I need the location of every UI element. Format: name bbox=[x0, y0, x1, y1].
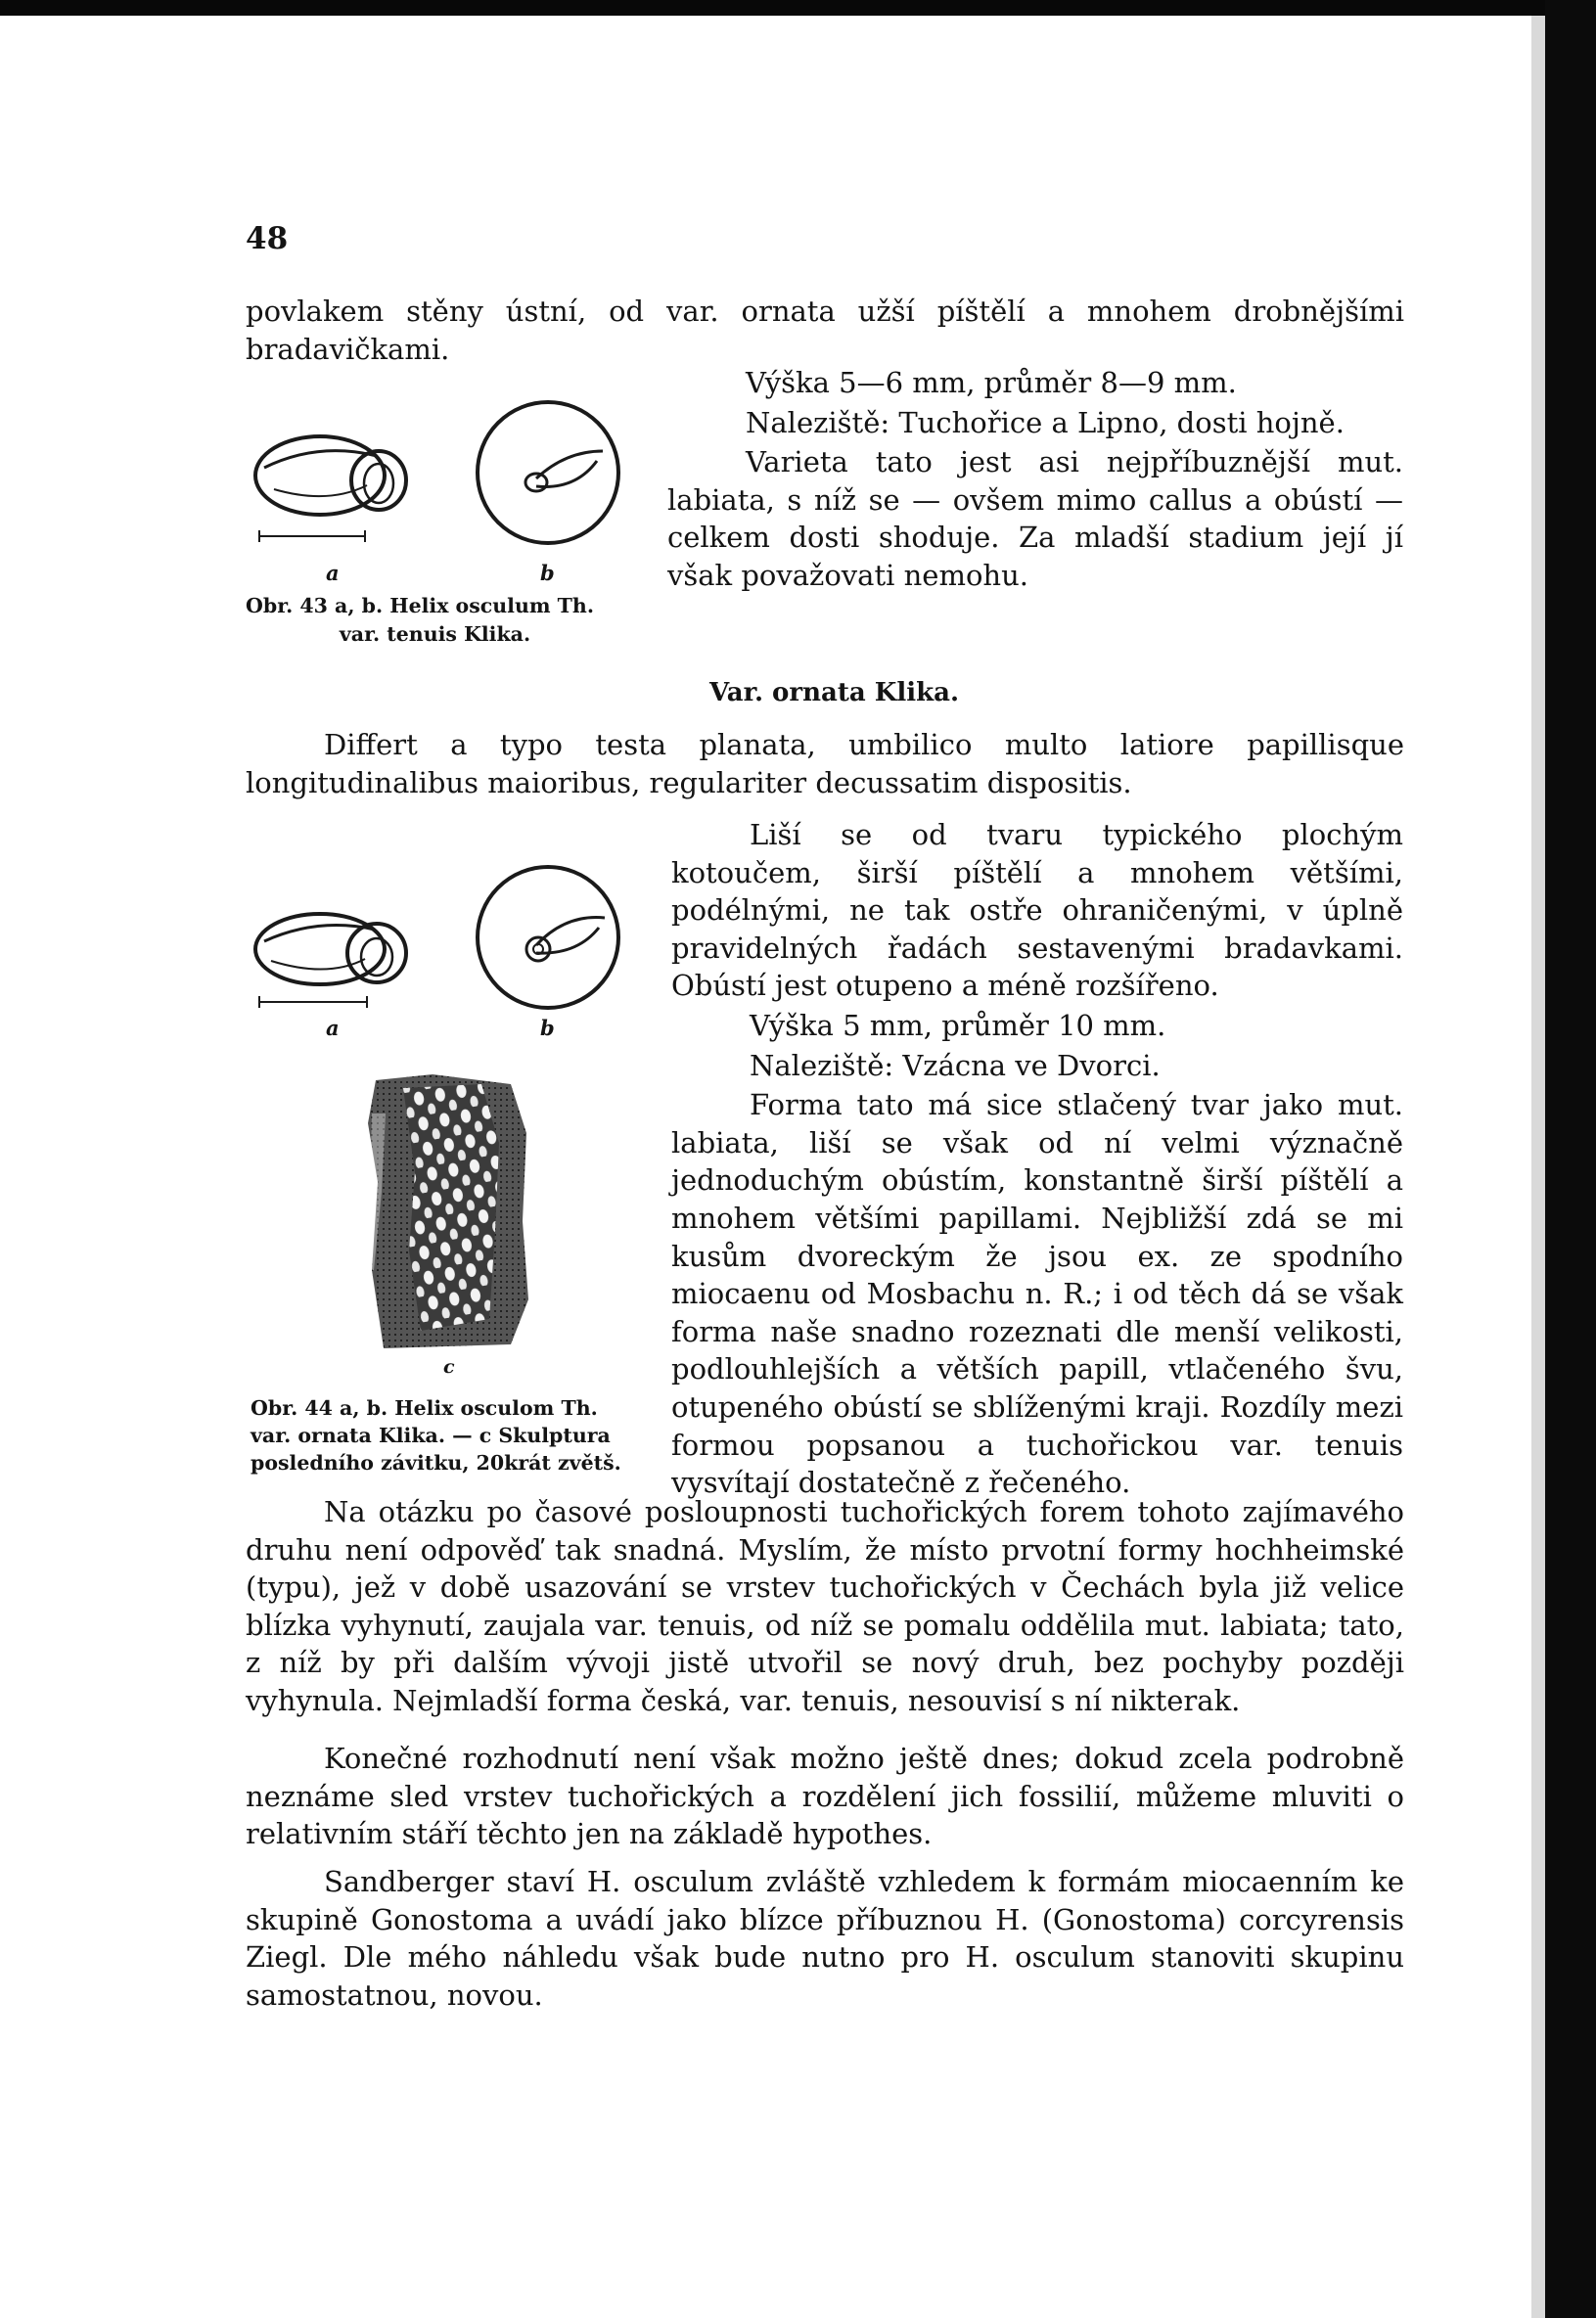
fig43-label-a: a bbox=[326, 561, 340, 585]
page-number: 48 bbox=[246, 221, 289, 256]
right-column-2 bbox=[671, 816, 1403, 1502]
scan-border-top bbox=[0, 0, 1596, 16]
scan-border-right bbox=[1545, 0, 1596, 2318]
paragraph-time-sequence: Na otázku po časové posloupnosti tuchořických forem tohoto zajímavého druhu není odpověď tak snadná. Myslím, že místo prvotní formy hochheimské (typu), jež v době usazování se vrstev tuchořických v Čechách byla již velice blízka vyhynutí, zaujala var. tenuis, od níž se pomalu oddělila mut. labiata; tato, z níž by při dalším vývoji jistě utvořil se nový druh, bez pochyby později vyhynula. Nejmladší forma česká, var. tenuis, nesouvisí s ní nikterak. bbox=[246, 1495, 1404, 1717]
description-ornata: Liší se od tvaru typického plochým kotoučem, širší píštělí a mnohem většími, podélnými, ne tak ostře ohraničenými, v úplně pravidelných řadách sestavenými bradavkami. Obústí jest otupeno a méně rozšířeno. bbox=[671, 818, 1403, 1003]
fig44-shell-top-view bbox=[468, 857, 629, 1019]
dimensions-tenuis: Výška 5—6 mm, průměr 8—9 mm. bbox=[746, 366, 1237, 399]
paragraph-final-decision: Konečné rozhodnutí není však možno ještě dnes; dokud zcela podrobně neznáme sled vrstev tuchořických a rozdělení jich fossilií, můžeme mluviti o relativním stáří těchto jen na základě hypothes. bbox=[246, 1742, 1404, 1851]
fig44-label-a: a bbox=[326, 1016, 340, 1040]
fig43-label-b: b bbox=[540, 561, 555, 585]
fig44-caption-line3: posledního závitku, 20krát zvětš. bbox=[251, 1451, 621, 1475]
section-heading-ornata: Var. ornata Klika. bbox=[709, 678, 960, 707]
fig44-caption-line1: Obr. 44 a, b. Helix osculom Th. bbox=[251, 1396, 598, 1420]
locality-ornata: Naleziště: Vzácna ve Dvorci. bbox=[750, 1048, 1161, 1082]
paragraph-sandberger: Sandberger staví H. osculum zvláště vzhledem k formám miocaenním ke skupině Gonostoma a uvádí jako blízce příbuznou H. (Gonostoma) corcyrensis Ziegl. Dle mého náhledu však bude nutno pro H. osculum stanoviti skupinu samostatnou, novou. bbox=[246, 1865, 1404, 2012]
fig43-shell-side-view bbox=[250, 407, 416, 554]
fig44-shell-side-view bbox=[250, 883, 416, 1029]
scan-border-shadow bbox=[1531, 16, 1545, 2318]
fig44-caption-line2: var. ornata Klika. — c Skulptura bbox=[251, 1424, 611, 1447]
book-page bbox=[0, 16, 1531, 2318]
right-column-1 bbox=[667, 364, 1403, 595]
dimensions-ornata: Výška 5 mm, průměr 10 mm. bbox=[750, 1008, 1166, 1042]
fig43-shell-top-view bbox=[468, 392, 629, 554]
description-tenuis: Varieta tato jest asi nejpříbuznější mut. labiata, s níž se — ovšem mimo callus a obústí — celkem dosti shoduje. Za mladší stadium její jí však považovati nemohu. bbox=[667, 445, 1403, 592]
latin-diagnosis: Differt a typo testa planata, umbilico multo latiore papillisque longitudinalibus maioribus, regulariter decussatim dispositis. bbox=[246, 728, 1404, 799]
fig44-sculpture-texture bbox=[364, 1074, 532, 1350]
comparison-ornata: Forma tato má sice stlačený tvar jako mut. labiata, liší se však od ní velmi význačně jednoduchým obústím, konstantně širší píštělí a mnohem většími papillami. Nejbližší zdá se mi kusům dvoreckým že jsou ex. ze spodního miocaenu od Mosbachu n. R.; i od těch dá se však forma naše snadno rozeznati dle menší velikosti, podlouhlejších a větších papill, vtlačeného švu, otupeného obústí se sblíženými kraji. Rozdíly mezi formou popsanou a tuchořickou var. tenuis vysvítají dostatečně z řečeného. bbox=[671, 1088, 1403, 1500]
fig44-label-b: b bbox=[540, 1016, 555, 1040]
intro-paragraph: povlakem stěny ústní, od var. ornata užší píštělí a mnohem drobnějšími bradavičkami. bbox=[246, 295, 1404, 366]
locality-tenuis: Naleziště: Tuchořice a Lipno, dosti hojně. bbox=[746, 405, 1345, 439]
fig44-label-c: c bbox=[443, 1356, 455, 1378]
fig43-caption-line1: Obr. 43 a, b. Helix osculum Th. bbox=[246, 594, 594, 617]
fig43-caption-line2: var. tenuis Klika. bbox=[339, 622, 531, 646]
